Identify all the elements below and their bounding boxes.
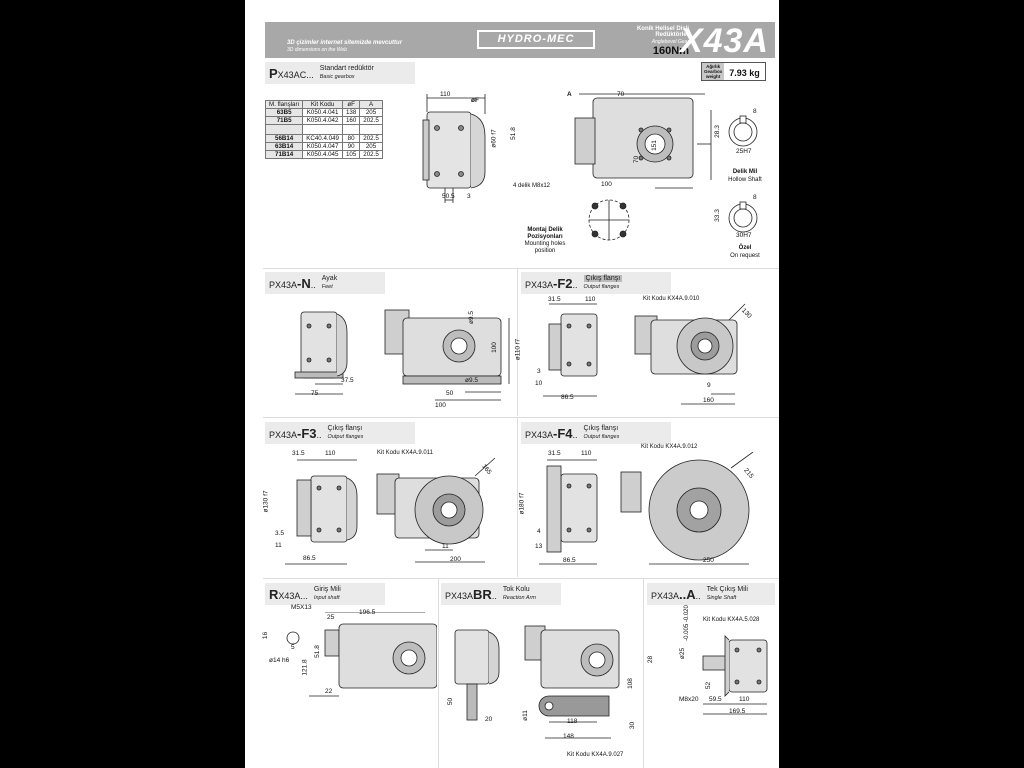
separator [643, 578, 644, 768]
dim-label: 31.5 [548, 450, 561, 457]
section-input-header [265, 583, 385, 605]
dim-label: ø9.5 [465, 377, 479, 384]
section-f2-header [521, 272, 671, 294]
dim-label: 28 [647, 655, 655, 664]
section-title: Giriş Mili Input shaft [313, 586, 341, 601]
weight-value: 7.93 kg [729, 68, 760, 78]
dim-label: ø110 f7 [514, 338, 522, 361]
table-spacer-row [266, 125, 383, 135]
dim-label: 3.5 [275, 530, 285, 537]
dim-label: 110 [325, 450, 336, 457]
section-arm-header [441, 583, 561, 605]
section-code: PX43AC... [269, 66, 314, 81]
weight-box [701, 62, 766, 81]
dim-label: 16 [262, 631, 270, 640]
section-title: Tok Kolu Reaction Arm [502, 586, 536, 601]
dim-label: 37.5 [341, 377, 354, 384]
dim-label: 4 [537, 528, 541, 535]
table-row: 71B14 K050.4.045 105 202.5 [266, 151, 383, 159]
dim-label: 3 [467, 193, 471, 200]
dim-label: 196.5 [359, 609, 376, 616]
section-title: Çıkış flanşı Output flanges [583, 425, 620, 440]
model-title: X43A [679, 22, 769, 60]
holes-label: 4 delik M8x12 [513, 183, 551, 189]
section-feet-header [265, 272, 385, 294]
dim-label: 20 [485, 716, 493, 723]
dim-label: 52 [705, 681, 713, 690]
dim-label: ø180 f7 [518, 492, 526, 515]
dim-label: 9 [707, 382, 711, 389]
dim-label: 165 [480, 463, 493, 476]
section-code: PX43A-F4.. [525, 426, 578, 441]
motor-flange-table [265, 100, 383, 159]
separator [263, 417, 779, 418]
dim-label: 121.8 [301, 659, 309, 676]
dim-label: M8x20 [679, 696, 699, 703]
dim-label: 50 [446, 390, 454, 397]
section-title: Standart redüktör Basic gearbox [319, 65, 374, 80]
tolerance-label: -0.005 -0.020 [683, 605, 690, 641]
dim-label: 86.5 [303, 555, 316, 562]
reaction-arm-drawings [445, 620, 641, 760]
kit-code: Kit Kodu KX4A.9.010 [643, 296, 700, 302]
brand-logo: HYDRO-MEC [477, 30, 595, 49]
dim-label: 118 [567, 718, 578, 725]
dim-label: 33.3 [713, 209, 721, 222]
dim-label: 51.8 [313, 645, 321, 658]
torque-value: 160Nm [652, 45, 689, 57]
web-note-tr: 3D çizimler internet sitemizde mevcuttur [287, 40, 403, 46]
section-single-header [647, 583, 775, 605]
dim-label: 59.5 [709, 696, 722, 703]
dim-label: 31.5 [292, 450, 305, 457]
on-request-caption: Özel On request [730, 245, 760, 259]
dim-label: 11 [442, 543, 449, 550]
section-code: PX43A..A.. [651, 587, 701, 602]
table-row: 63B14 K050.4.047 90 205 [266, 143, 383, 151]
kit-code: Kit Kodu KX4A.9.027 [567, 752, 624, 758]
dim-label: 215 [742, 467, 755, 480]
dim-label: 110 [585, 296, 596, 303]
dim-label: 10 [535, 380, 543, 387]
section-title: Tek Çıkış Mili Single Shaft [706, 586, 748, 601]
header-banner [265, 22, 775, 58]
table-row: 71B5 K050.4.042 160 202.5 [266, 117, 383, 125]
section-title: Çıkış flanşı Output flanges [327, 425, 364, 440]
feet-drawings [285, 300, 515, 415]
mounting-holes-caption: Montaj Delik Pozisyonları Mounting holes position [524, 227, 566, 254]
dim-label: 250 [703, 557, 714, 564]
section-code: PX43A-F3.. [269, 426, 322, 441]
dim-label: 100 [490, 342, 498, 353]
dim-label: 30 [629, 721, 637, 730]
section-f3-header [265, 422, 415, 444]
dim-label: 75 [311, 390, 319, 397]
dim-label: M5X13 [291, 604, 312, 611]
f4-drawings [531, 452, 775, 574]
section-title: Çıkış flanşı Output flanges [583, 275, 621, 290]
dim-label: ø14 h6 [269, 657, 290, 664]
dim-label: 86.5 [563, 557, 576, 564]
dim-label: 160 [703, 397, 714, 404]
dim-label: ø11 [521, 710, 529, 721]
dim-label: 8 [753, 194, 757, 201]
kit-code: Kit Kodu KX4A.5.028 [703, 617, 760, 623]
dim-label: ø9.5 [468, 310, 476, 325]
separator [263, 268, 779, 269]
dim-label: 130 [740, 307, 753, 320]
dim-label: 100 [435, 402, 446, 409]
dim-label: 100 [601, 181, 612, 188]
section-code: PX43A-F2.. [525, 276, 578, 291]
gear-type-en: Anglebevel Gear [651, 39, 689, 45]
dim-label: 86.5 [561, 394, 574, 401]
dim-label: 50.5 [442, 193, 455, 200]
web-note-en: 3D dimensions on the Web [287, 47, 347, 53]
separator [438, 578, 439, 768]
dim-label: 22 [325, 688, 333, 695]
dim-label: 31.5 [548, 296, 561, 303]
dim-label: 11 [275, 542, 282, 549]
section-code: PX43A-N.. [269, 276, 316, 291]
dim-label: 110 [581, 450, 592, 457]
dim-label: øF [471, 97, 479, 104]
dim-label: 25 [327, 614, 335, 621]
weight-label: Ağırlık Gearbox weight [704, 64, 723, 79]
gear-type-tr: Konik Helisel Dişli Redüktörler [636, 26, 689, 38]
dim-label: 51.8 [509, 127, 517, 140]
dim-label: ø25 [679, 647, 687, 660]
dim-label: ø130 f7 [262, 490, 270, 513]
dim-label: 30H7 [736, 232, 752, 239]
separator [263, 578, 779, 579]
dim-label: 3 [537, 368, 541, 375]
dim-label: 8 [753, 108, 757, 115]
hollow-shaft-caption: Delik Mil Hollow Shaft [728, 169, 762, 183]
table-row: 56B14 KC40.4.049 80 202.5 [266, 135, 383, 143]
dim-label: 151 [650, 140, 658, 151]
dim-label: 169.5 [729, 708, 746, 715]
dim-label: 148 [563, 733, 574, 740]
single-shaft-drawings [647, 630, 775, 718]
dim-label: 28.3 [713, 125, 721, 138]
dim-label: 5 [291, 644, 295, 651]
dim-label: 50 [447, 697, 455, 706]
dim-label: 25H7 [736, 148, 752, 155]
dim-label: 200 [450, 556, 461, 563]
section-f4-header [521, 422, 671, 444]
dim-label: 110 [440, 91, 451, 98]
kit-code: Kit Kodu KX4A.9.012 [641, 444, 698, 450]
dim-label: 108 [626, 678, 634, 689]
input-shaft-drawings [265, 612, 437, 706]
dim-label: 70 [617, 91, 625, 98]
section-code: RX43A... [269, 587, 308, 602]
table-header-row: M. flanşları Kit Kodu øF A [266, 101, 383, 109]
catalog-sheet [245, 0, 779, 768]
section-basic-header [265, 62, 415, 84]
dim-label: 110 [739, 696, 750, 703]
kit-code: Kit Kodu KX4A.9.011 [377, 450, 433, 456]
section-code: PX43ABR.. [445, 587, 497, 602]
dim-label: ø60 f7 [490, 129, 498, 148]
dim-label: 13 [535, 543, 543, 550]
dim-label: 70 [633, 155, 641, 164]
table-row: 63B5 K050.4.041 138 205 [266, 109, 383, 117]
dim-label: A [567, 91, 572, 98]
section-title: Ayak Feet [321, 275, 338, 290]
